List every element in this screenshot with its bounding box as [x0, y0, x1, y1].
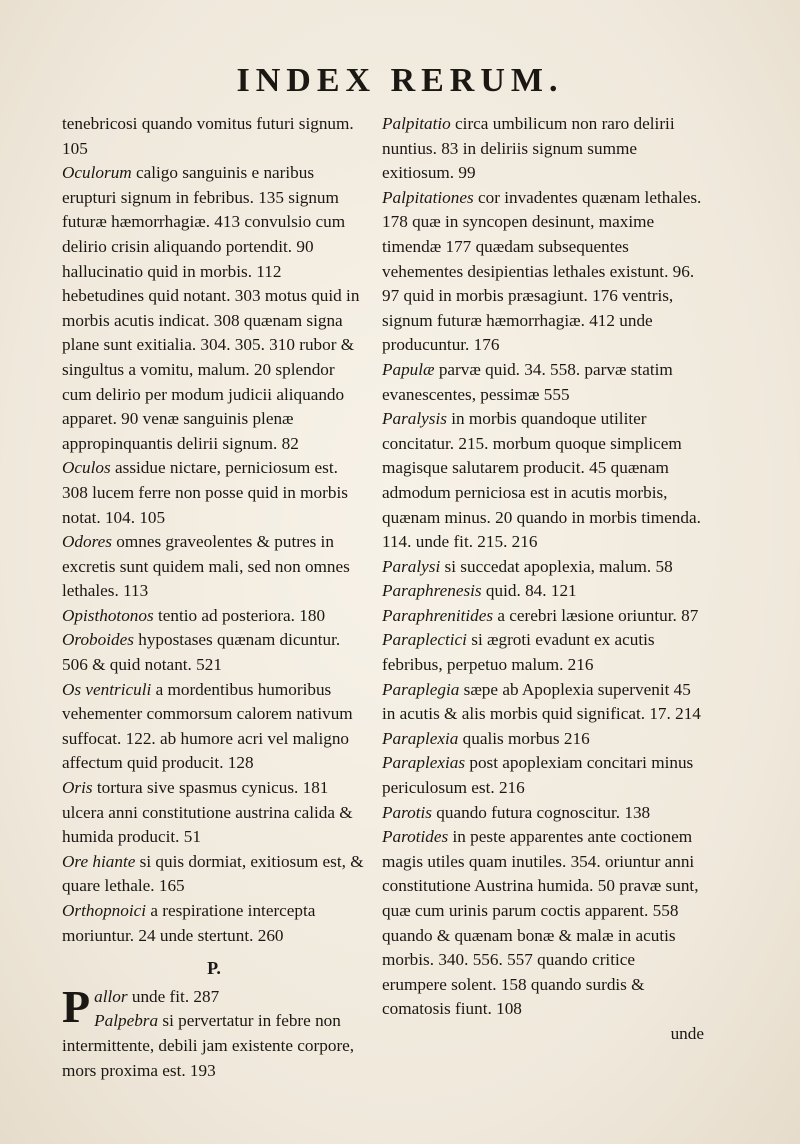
- entry-headword: Oculorum: [62, 163, 132, 183]
- entry-text: quando futura cognoscitur. 138: [431, 802, 651, 822]
- index-entry: [62, 1009, 366, 1083]
- entry-text: tortura sive spasmus cynicus. 181 ulcera anni constitutione austrina calida & humida producit. 51: [62, 778, 353, 847]
- index-entry: [382, 678, 704, 727]
- catchword: unde: [670, 1023, 704, 1043]
- index-entry: [62, 161, 366, 456]
- entry-text: hypostases quænam dicuntur. 506 & quid notant. 521: [62, 630, 341, 675]
- index-entry: [62, 604, 366, 629]
- entry-text: assidue nictare, perniciosum est. 308 lucem ferre non posse quid in morbis notat. 104. 105: [62, 458, 348, 527]
- index-entry: [62, 678, 366, 776]
- entry-headword: Palpitationes: [382, 187, 474, 207]
- entry-text: si ægroti evadunt ex acutis febribus, perpetuo malum. 216: [382, 630, 655, 675]
- left-entries: [62, 112, 366, 948]
- section-letter: P.: [207, 958, 221, 979]
- entry-text: qualis morbus 216: [458, 728, 590, 748]
- entry-headword: Paraphrenesis: [382, 581, 482, 601]
- index-entry: [62, 112, 366, 161]
- entry-text: unde fit. 287: [127, 986, 220, 1006]
- entry-headword: Paraplexias: [382, 753, 466, 773]
- index-entry: [382, 407, 704, 555]
- index-entry: [382, 604, 704, 629]
- entry-headword: Os ventriculi: [62, 679, 152, 699]
- index-entry: [62, 899, 366, 948]
- entry-text: caligo sanguinis e naribus erupturi signum in febribus. 135 signum futuræ hæmorrhagiæ. 413 convulsio cum delirio crisin aliquando portendit. 90 hallucinatio quid in morbis. 112 hebetudines quid notant. 303 motus quid in morbis acutis indicat. 308 quænam signa plane sunt exitialia. 304. 305. 310 rubor & singultus a vomitu, malum. 20 splendor cum delirio per modum judicii aliquando apparet. 90 venæ sanguinis plenæ appropinquantis delirii signum. 82: [62, 163, 360, 453]
- entry-headword: Paraplectici: [382, 630, 467, 650]
- index-entry: [62, 628, 366, 677]
- left-entries-after: [62, 980, 366, 1083]
- entry-text: post apoplexiam concitari minus periculosum est. 216: [382, 753, 694, 798]
- right-entries: [382, 112, 704, 1022]
- index-entry: [382, 825, 704, 1022]
- entry-text: in peste apparentes ante coctionem magis utiles quam inutiles. 354. oriuntur anni constitutione Austrina humida. 50 pravæ sunt, quæ cum urinis parum coctis apparent. 558 quando & quænam bonæ & malæ in acutis morbis. 340. 556. 557 quando critice erumpere solent. 158 quando surdis & comatosis fiunt. 108: [382, 827, 699, 1019]
- entry-headword: Paraplexia: [382, 728, 459, 748]
- entry-headword: Oculos: [62, 458, 111, 478]
- entry-headword: Ore hiante: [62, 851, 136, 871]
- entry-text: circa umbilicum non raro delirii nuntius. 83 in deliriis signum summe exitiosum. 99: [382, 114, 675, 183]
- entry-text: si succedat apoplexia, malum. 58: [440, 556, 673, 576]
- entry-headword: Odores: [62, 532, 112, 552]
- entry-headword: Paraphrenitides: [382, 605, 494, 625]
- entry-text: omnes graveolentes & putres in excretis sunt quidem mali, sed non omnes lethales. 113: [62, 532, 350, 601]
- entry-text: si pervertatur in febre non intermittente, debili jam existente corpore, mors proxima est. 193: [62, 1011, 355, 1080]
- entry-text: tentio ad posteriora. 180: [153, 605, 326, 625]
- entry-headword: Palpitatio: [382, 114, 451, 133]
- entry-text: a mordentibus humoribus vehementer commorsum calorem nativum suffocat. 122. ab humore acri vel maligno affectum quid producit. 128: [62, 679, 353, 773]
- entry-headword: Oris: [62, 778, 93, 798]
- entry-text: cor invadentes quænam lethales. 178 quæ in syncopen desinunt, maxime timendæ 177 quædam subsequentes vehementes desipientias lethales existunt. 96. 97 quid in morbis præsagiunt. 176 ventris, signum futuræ hæmorrhagiæ. 412 unde producuntur. 176: [382, 187, 702, 355]
- index-entry: [382, 112, 704, 186]
- index-entry: [382, 579, 704, 604]
- entry-text: quid. 84. 121: [481, 581, 577, 601]
- entry-headword: Paralysis: [382, 409, 447, 429]
- index-entry: [382, 751, 704, 800]
- index-entry: [382, 186, 704, 358]
- entry-headword: Parotides: [382, 827, 449, 847]
- index-entry: [382, 727, 704, 752]
- entry-headword: Palpebra: [94, 1011, 159, 1031]
- index-entry: [382, 801, 704, 826]
- entry-headword: Paraplegia: [382, 679, 460, 699]
- entry-headword: Papulæ: [382, 359, 435, 379]
- left-column: [62, 112, 366, 1083]
- index-entry: [62, 850, 366, 899]
- entry-headword: allor: [94, 986, 128, 1006]
- entry-text: a respiratione intercepta moriuntur. 24 unde stertunt. 260: [62, 901, 316, 945]
- entry-headword: Opisthotonos: [62, 605, 154, 625]
- index-entry: [382, 628, 704, 677]
- index-entry: [382, 555, 704, 580]
- entry-headword: Parotis: [382, 802, 432, 822]
- drop-cap: P: [62, 980, 91, 1032]
- page-header: INDEX RERUM.: [236, 62, 564, 99]
- entry-headword: Orthopnoici: [62, 901, 147, 920]
- entry-text: sæpe ab Apoplexia supervenit 45 in acutis & alis morbis quid significat. 17. 214: [382, 679, 701, 724]
- index-entry: [62, 776, 366, 850]
- entry-text: in morbis quandoque utiliter concitatur. 215. morbum quoque simplicem magisque salutarem producit. 45 quænam admodum perniciosa est in acutis morbis, quænam minus. 20 quando in morbis timenda. 114. unde fit. 215. 216: [382, 409, 701, 552]
- entry-headword: Oroboides: [62, 630, 134, 650]
- index-entry: [62, 530, 366, 604]
- entry-text: a cerebri læsione oriuntur. 87: [493, 605, 699, 625]
- entry-text: si quis dormiat, exitiosum est, & quare lethale. 165: [62, 851, 364, 896]
- index-entry: [62, 456, 366, 530]
- right-column: [382, 112, 704, 1047]
- index-entry: [382, 358, 704, 407]
- entry-headword: Paralysi: [382, 556, 441, 576]
- entry-text: parvæ quid. 34. 558. parvæ statim evanescentes, pessimæ 555: [382, 359, 673, 404]
- entry-text: tenebricosi quando vomitus futuri signum. 105: [62, 114, 354, 158]
